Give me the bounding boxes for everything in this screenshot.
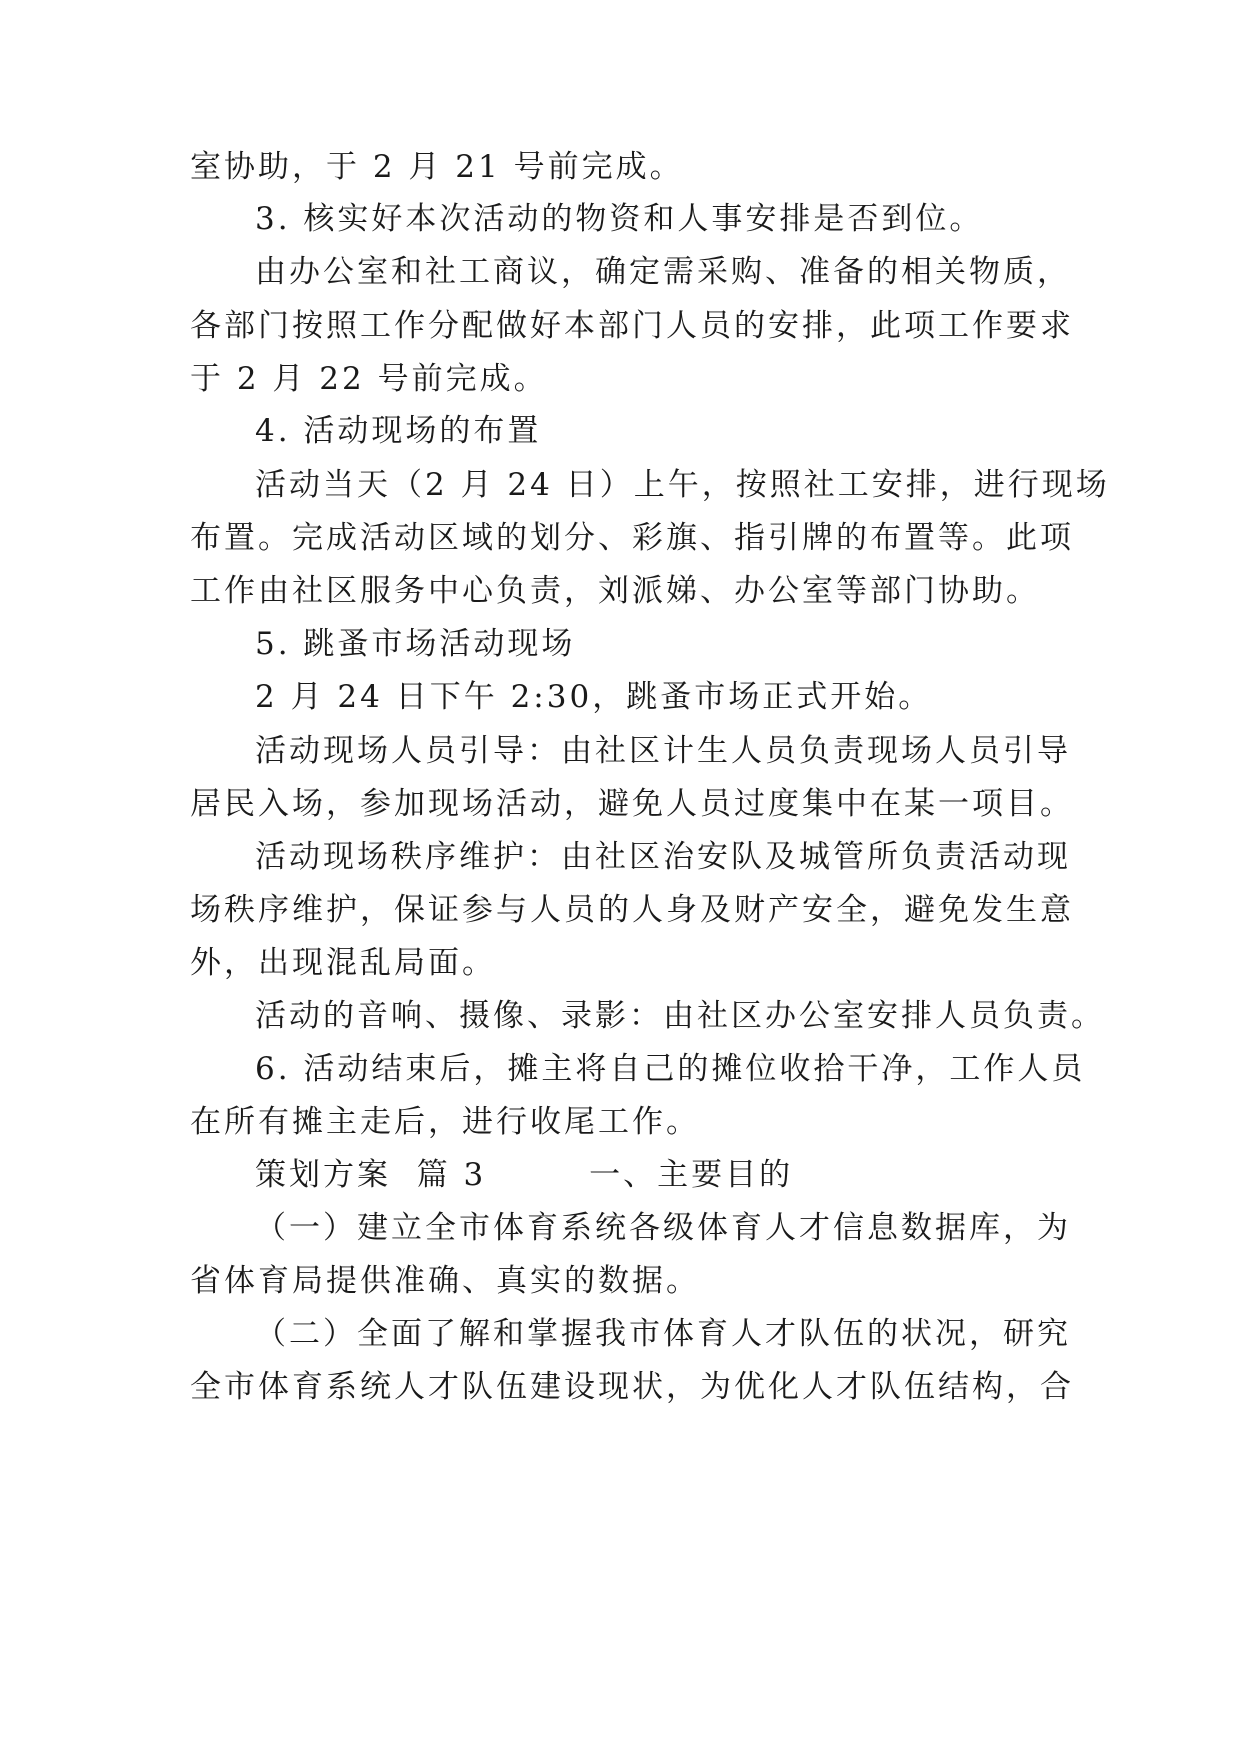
text-line: 活动现场人员引导：由社区计生人员负责现场人员引导 (255, 733, 1071, 769)
text-line: 2 月 24 日下午 2:30，跳蚤市场正式开始。 (255, 679, 933, 715)
text-line: 于 2 月 22 号前完成。 (190, 361, 548, 397)
text-line: 全市体育系统人才队伍建设现状，为优化人才队伍结构，合 (190, 1369, 1074, 1405)
text-line-continuation: 室协助，于 2 月 21 号前完成。 (190, 149, 684, 185)
text-line: 活动现场秩序维护：由社区治安队及城管所负责活动现 (255, 839, 1071, 875)
text-line: 工作由社区服务中心负责，刘派娣、办公室等部门协助。 (190, 573, 1040, 609)
section-heading: 策划方案 篇 3 一、主要目的 (255, 1157, 794, 1193)
text-line: 活动当天（2 月 24 日）上午，按照社工安排，进行现场 (255, 467, 1110, 503)
text-line: 在所有摊主走后，进行收尾工作。 (190, 1104, 700, 1140)
text-line-subsection-1: （一）建立全市体育系统各级体育人才信息数据库，为 (255, 1210, 1071, 1246)
text-line: 省体育局提供准确、真实的数据。 (190, 1263, 700, 1299)
text-line-item-6: 6. 活动结束后，摊主将自己的摊位收拾干净，工作人员 (255, 1051, 1086, 1087)
text-line: 活动的音响、摄像、录影：由社区办公室安排人员负责。 (255, 998, 1105, 1034)
text-line-item-3: 3. 核实好本次活动的物资和人事安排是否到位。 (255, 201, 984, 237)
text-line: 居民入场，参加现场活动，避免人员过度集中在某一项目。 (190, 786, 1074, 822)
text-line: 布置。完成活动区域的划分、彩旗、指引牌的布置等。此项 (190, 520, 1074, 556)
text-line-item-5: 5. 跳蚤市场活动现场 (255, 626, 576, 662)
text-line: 由办公室和社工商议，确定需采购、准备的相关物质， (255, 254, 1071, 290)
text-line: 外，出现混乱局面。 (190, 945, 496, 981)
text-line-subsection-2: （二）全面了解和掌握我市体育人才队伍的状况，研究 (255, 1316, 1071, 1352)
text-line: 场秩序维护，保证参与人员的人身及财产安全，避免发生意 (190, 892, 1074, 928)
text-line-item-4: 4. 活动现场的布置 (255, 413, 542, 449)
text-line: 各部门按照工作分配做好本部门人员的安排，此项工作要求 (190, 308, 1074, 344)
